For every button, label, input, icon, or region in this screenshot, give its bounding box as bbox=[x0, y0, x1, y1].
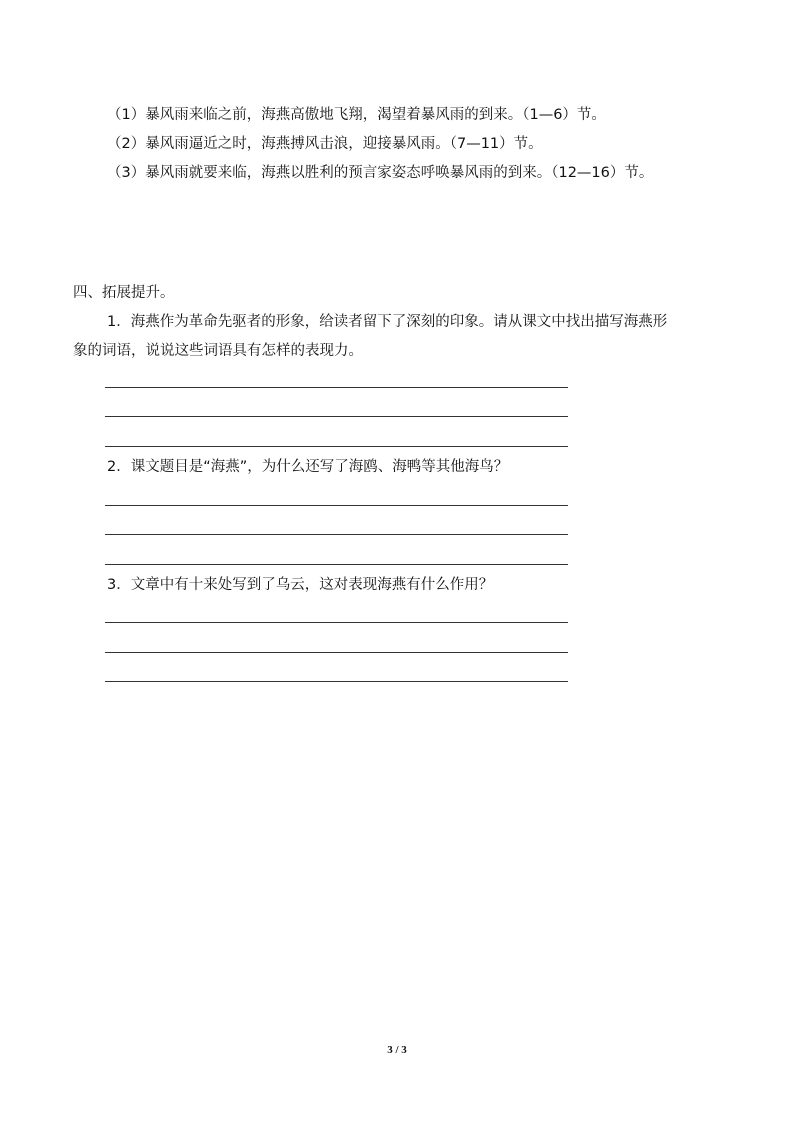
answer-line[interactable] bbox=[105, 564, 568, 565]
answer-line[interactable] bbox=[105, 652, 568, 653]
part4-heading: 四、拓展提升。 bbox=[73, 285, 175, 301]
section-summary-2: （2）暴风雨逼近之时，海燕搏风击浪，迎接暴风雨。（7—11）节。 bbox=[107, 136, 543, 152]
answer-line[interactable] bbox=[105, 505, 568, 506]
question-1-line-2: 象的词语，说说这些词语具有怎样的表现力。 bbox=[73, 343, 363, 359]
answer-line[interactable] bbox=[105, 534, 568, 535]
answer-line[interactable] bbox=[105, 387, 568, 388]
answer-line[interactable] bbox=[105, 446, 568, 447]
answer-line[interactable] bbox=[105, 416, 568, 417]
answer-line[interactable] bbox=[105, 622, 568, 623]
section-summary-3: （3）暴风雨就要来临，海燕以胜利的预言家姿态呼唤暴风雨的到来。（12—16）节。 bbox=[107, 165, 654, 181]
section-summary-1: （1）暴风雨来临之前，海燕高傲地飞翔，渴望着暴风雨的到来。（1—6）节。 bbox=[107, 107, 606, 123]
page-number: 3 / 3 bbox=[387, 1044, 407, 1056]
question-1-line-1: 1．海燕作为革命先驱者的形象，给读者留下了深刻的印象。请从课文中找出描写海燕形 bbox=[107, 314, 668, 330]
question-3: 3．文章中有十来处写到了乌云，这对表现海燕有什么作用？ bbox=[107, 577, 494, 593]
question-2: 2．课文题目是“海燕”，为什么还写了海鸥、海鸭等其他海鸟？ bbox=[107, 459, 509, 475]
answer-line[interactable] bbox=[105, 681, 568, 682]
